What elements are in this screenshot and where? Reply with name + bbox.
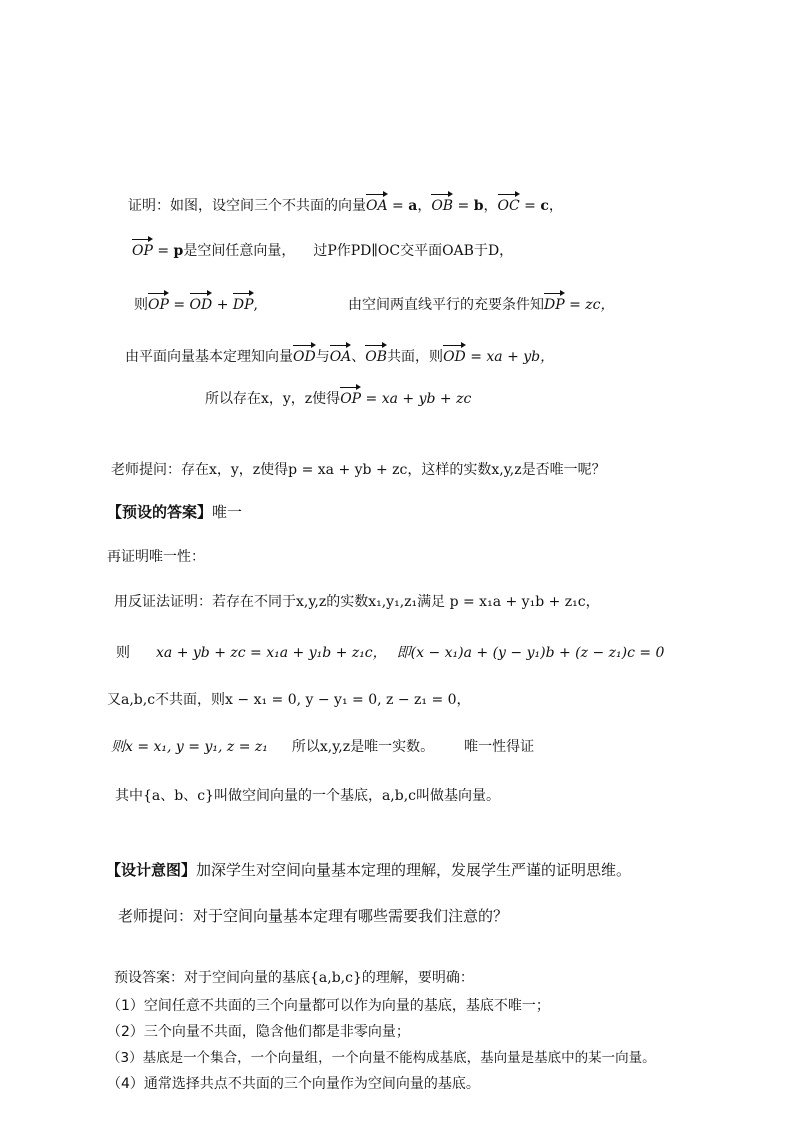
preset-answer: 【预设的答案】唯一 xyxy=(107,503,243,521)
contradiction-line-3: 又a,b,c不共面，则x − x₁ = 0, y − y₁ = 0, z − z₁ = 0， xyxy=(107,692,471,708)
reprove-title: 再证明唯一性： xyxy=(107,549,205,565)
vector-oc: OC xyxy=(498,192,520,216)
answer-intro: 预设答案：对于空间向量的基底{a,b,c}的理解，要明确： xyxy=(114,970,474,986)
proof-line-2: OP = p是空间任意向量， 过P作PD∥OC交平面OAB于D， xyxy=(132,237,513,261)
point-2: （2）三个向量不共面，隐含他们都是非零向量； xyxy=(107,1024,410,1040)
proof-line-3: 则OP = OD + DP, 由空间两直线平行的充要条件知DP = zc， xyxy=(134,291,615,315)
point-1: （1）空间任意不共面的三个向量都可以作为向量的基底，基底不唯一； xyxy=(107,998,550,1014)
vector-oa: OA xyxy=(366,192,388,216)
proof-line-4: 由平面向量基本定理知向量OD与OA、OB共面，则OD = xa + yb， xyxy=(125,343,554,367)
proof-line-5: 所以存在x，y，z使得OP = xa + yb + zc xyxy=(205,385,471,409)
contradiction-line-1: 用反证法证明：若存在不同于x,y,z的实数x₁,y₁,z₁满足 p = x₁a + y₁b + z₁c， xyxy=(114,594,600,610)
teacher-question-2: 老师提问：对于空间向量基本定理有哪些需要我们注意的？ xyxy=(118,907,509,925)
point-4: （4）通常选择共点不共面的三个向量作为空间向量的基底。 xyxy=(107,1076,480,1092)
contradiction-line-4: 则x = x₁, y = y₁, z = z₁ 所以x,y,z是唯一实数。 唯一性得证 xyxy=(111,739,535,755)
vector-op: OP xyxy=(132,237,153,261)
proof-line-1: 证明：如图，设空间三个不共面的向量OA = a，OB = b，OC = c， xyxy=(128,192,563,216)
basis-definition: 其中{a、b、c}叫做空间向量的一个基底，a,b,c叫做基向量。 xyxy=(115,788,501,804)
point-3: （3）基底是一个集合，一个向量组，一个向量不能构成基底，基向量是基底中的某一向量。 xyxy=(107,1050,656,1066)
vector-ob: OB xyxy=(431,192,453,216)
design-intent: 【设计意图】加深学生对空间向量基本定理的理解，发展学生严谨的证明思维。 xyxy=(106,861,632,879)
teacher-question-1: 老师提问：存在x，y，z使得p = xa + yb + zc，这样的实数x,y,z是否唯一呢？ xyxy=(111,462,606,478)
contradiction-line-2: 则 xa + yb + zc = x₁a + y₁b + z₁c， 即(x − x₁)a + (y − y₁)b + (z − z₁)c = 0 xyxy=(116,645,665,661)
